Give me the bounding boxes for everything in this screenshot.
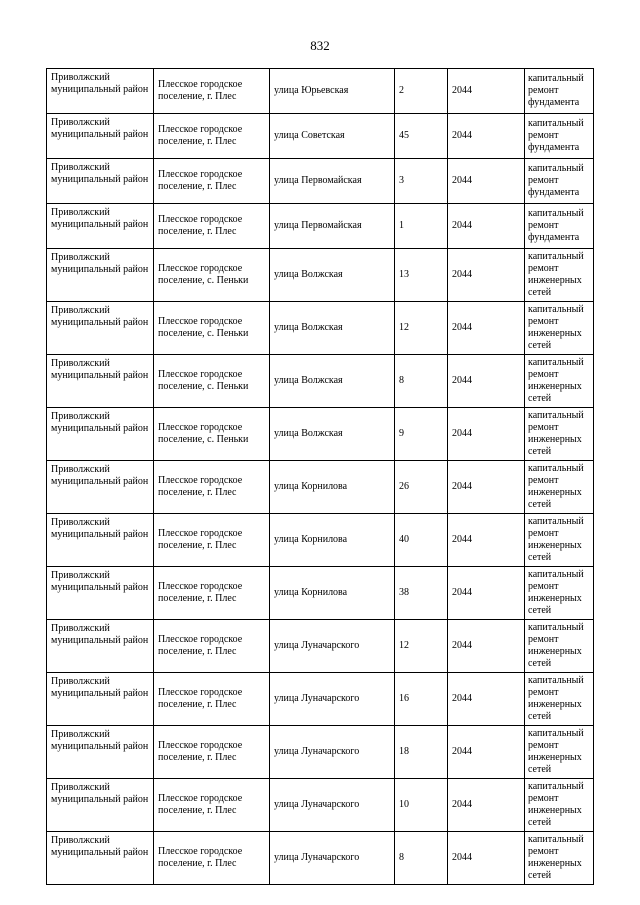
house-number-cell: 9	[395, 408, 448, 461]
year-cell: 2044	[448, 249, 525, 302]
district-cell: Приволжский муниципальный район	[47, 408, 154, 461]
house-number-cell: 8	[395, 832, 448, 885]
settlement-cell: Плесское городское поселение, г. Плес	[154, 159, 270, 204]
district-cell: Приволжский муниципальный район	[47, 355, 154, 408]
work-type-cell: капитальный ремонт инженерных сетей	[525, 461, 594, 514]
settlement-cell: Плесское городское поселение, г. Плес	[154, 567, 270, 620]
settlement-cell: Плесское городское поселение, с. Пеньки	[154, 355, 270, 408]
settlement-cell: Плесское городское поселение, с. Пеньки	[154, 408, 270, 461]
work-type-cell: капитальный ремонт фундамента	[525, 69, 594, 114]
table-row	[47, 461, 594, 514]
year-cell: 2044	[448, 620, 525, 673]
street-cell: улица Советская	[270, 114, 395, 159]
district-cell: Приволжский муниципальный район	[47, 461, 154, 514]
table-row	[47, 249, 594, 302]
table-row	[47, 567, 594, 620]
work-type-cell: капитальный ремонт инженерных сетей	[525, 249, 594, 302]
year-cell: 2044	[448, 302, 525, 355]
table-row	[47, 114, 594, 159]
work-type-cell: капитальный ремонт фундамента	[525, 159, 594, 204]
year-cell: 2044	[448, 514, 525, 567]
house-number-cell: 10	[395, 779, 448, 832]
street-cell: улица Корнилова	[270, 514, 395, 567]
table-row	[47, 302, 594, 355]
work-type-cell: капитальный ремонт инженерных сетей	[525, 302, 594, 355]
house-number-cell: 3	[395, 159, 448, 204]
table-row	[47, 726, 594, 779]
street-cell: улица Луначарского	[270, 620, 395, 673]
work-type-cell: капитальный ремонт фундамента	[525, 204, 594, 249]
year-cell: 2044	[448, 355, 525, 408]
street-cell: улица Первомайская	[270, 159, 395, 204]
street-cell: улица Луначарского	[270, 832, 395, 885]
house-number-cell: 40	[395, 514, 448, 567]
table-row	[47, 620, 594, 673]
year-cell: 2044	[448, 779, 525, 832]
district-cell: Приволжский муниципальный район	[47, 726, 154, 779]
settlement-cell: Плесское городское поселение, г. Плес	[154, 69, 270, 114]
house-number-cell: 26	[395, 461, 448, 514]
table-row	[47, 355, 594, 408]
table-row	[47, 408, 594, 461]
table-row	[47, 779, 594, 832]
house-number-cell: 13	[395, 249, 448, 302]
year-cell: 2044	[448, 567, 525, 620]
district-cell: Приволжский муниципальный район	[47, 514, 154, 567]
settlement-cell: Плесское городское поселение, г. Плес	[154, 832, 270, 885]
table-body	[47, 69, 594, 885]
work-type-cell: капитальный ремонт инженерных сетей	[525, 355, 594, 408]
settlement-cell: Плесское городское поселение, г. Плес	[154, 114, 270, 159]
year-cell: 2044	[448, 159, 525, 204]
house-number-cell: 12	[395, 620, 448, 673]
district-cell: Приволжский муниципальный район	[47, 620, 154, 673]
settlement-cell: Плесское городское поселение, г. Плес	[154, 204, 270, 249]
table-row	[47, 514, 594, 567]
work-type-cell: капитальный ремонт инженерных сетей	[525, 567, 594, 620]
district-cell: Приволжский муниципальный район	[47, 673, 154, 726]
table-row	[47, 69, 594, 114]
district-cell: Приволжский муниципальный район	[47, 159, 154, 204]
work-type-cell: капитальный ремонт фундамента	[525, 114, 594, 159]
street-cell: улица Первомайская	[270, 204, 395, 249]
street-cell: улица Волжская	[270, 408, 395, 461]
year-cell: 2044	[448, 726, 525, 779]
house-number-cell: 16	[395, 673, 448, 726]
capital-repair-table	[46, 68, 594, 885]
year-cell: 2044	[448, 114, 525, 159]
year-cell: 2044	[448, 461, 525, 514]
house-number-cell: 18	[395, 726, 448, 779]
street-cell: улица Юрьевская	[270, 69, 395, 114]
year-cell: 2044	[448, 408, 525, 461]
district-cell: Приволжский муниципальный район	[47, 69, 154, 114]
year-cell: 2044	[448, 832, 525, 885]
settlement-cell: Плесское городское поселение, г. Плес	[154, 461, 270, 514]
settlement-cell: Плесское городское поселение, г. Плес	[154, 673, 270, 726]
district-cell: Приволжский муниципальный район	[47, 302, 154, 355]
table-row	[47, 673, 594, 726]
settlement-cell: Плесское городское поселение, г. Плес	[154, 620, 270, 673]
street-cell: улица Луначарского	[270, 726, 395, 779]
street-cell: улица Корнилова	[270, 567, 395, 620]
house-number-cell: 38	[395, 567, 448, 620]
year-cell: 2044	[448, 673, 525, 726]
work-type-cell: капитальный ремонт инженерных сетей	[525, 832, 594, 885]
district-cell: Приволжский муниципальный район	[47, 832, 154, 885]
house-number-cell: 45	[395, 114, 448, 159]
street-cell: улица Волжская	[270, 355, 395, 408]
house-number-cell: 8	[395, 355, 448, 408]
street-cell: улица Корнилова	[270, 461, 395, 514]
settlement-cell: Плесское городское поселение, с. Пеньки	[154, 249, 270, 302]
work-type-cell: капитальный ремонт инженерных сетей	[525, 408, 594, 461]
district-cell: Приволжский муниципальный район	[47, 204, 154, 249]
work-type-cell: капитальный ремонт инженерных сетей	[525, 673, 594, 726]
house-number-cell: 1	[395, 204, 448, 249]
street-cell: улица Волжская	[270, 302, 395, 355]
table-row	[47, 204, 594, 249]
district-cell: Приволжский муниципальный район	[47, 779, 154, 832]
street-cell: улица Волжская	[270, 249, 395, 302]
year-cell: 2044	[448, 204, 525, 249]
district-cell: Приволжский муниципальный район	[47, 249, 154, 302]
district-cell: Приволжский муниципальный район	[47, 114, 154, 159]
work-type-cell: капитальный ремонт инженерных сетей	[525, 726, 594, 779]
work-type-cell: капитальный ремонт инженерных сетей	[525, 779, 594, 832]
page-number: 832	[310, 38, 330, 53]
settlement-cell: Плесское городское поселение, г. Плес	[154, 514, 270, 567]
street-cell: улица Луначарского	[270, 673, 395, 726]
year-cell: 2044	[448, 69, 525, 114]
table-row	[47, 832, 594, 885]
settlement-cell: Плесское городское поселение, г. Плес	[154, 779, 270, 832]
settlement-cell: Плесское городское поселение, г. Плес	[154, 726, 270, 779]
work-type-cell: капитальный ремонт инженерных сетей	[525, 514, 594, 567]
house-number-cell: 2	[395, 69, 448, 114]
district-cell: Приволжский муниципальный район	[47, 567, 154, 620]
settlement-cell: Плесское городское поселение, с. Пеньки	[154, 302, 270, 355]
work-type-cell: капитальный ремонт инженерных сетей	[525, 620, 594, 673]
house-number-cell: 12	[395, 302, 448, 355]
street-cell: улица Луначарского	[270, 779, 395, 832]
table-row	[47, 159, 594, 204]
